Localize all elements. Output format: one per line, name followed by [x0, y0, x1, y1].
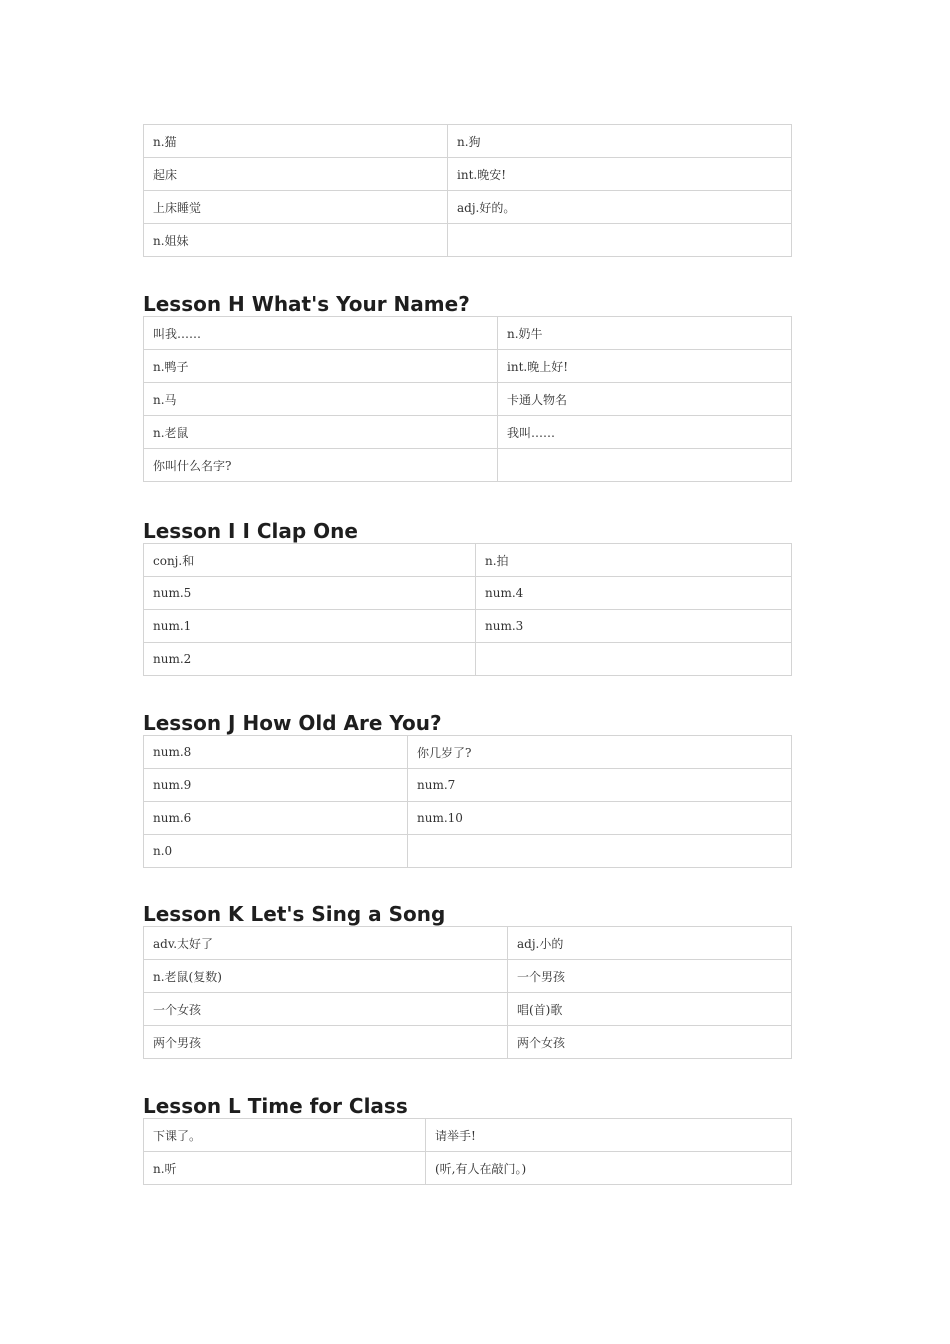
table-row — [144, 960, 792, 993]
table-row — [144, 158, 792, 191]
table-cell: n.老鼠(复数) — [144, 960, 508, 993]
vocab-table — [143, 543, 792, 676]
table-row — [144, 125, 792, 158]
table-cell: n.狗 — [448, 125, 792, 158]
table-cell: 卡通人物名 — [498, 383, 792, 416]
table-row — [144, 1026, 792, 1059]
table-cell: 一个女孩 — [144, 993, 508, 1026]
lesson-title: Lesson K Let's Sing a Song — [143, 902, 446, 926]
table-cell — [476, 643, 792, 676]
vocab-section-h — [143, 292, 792, 482]
vocab-section-l — [143, 1094, 792, 1185]
table-cell: 我叫…… — [498, 416, 792, 449]
vocab-section-k — [143, 902, 792, 1059]
table-cell: n.拍 — [476, 544, 792, 577]
table-cell: int.晚安! — [448, 158, 792, 191]
table-row — [144, 577, 792, 610]
table-cell: n.听 — [144, 1152, 426, 1185]
table-cell: 你叫什么名字? — [144, 449, 498, 482]
table-cell: n.马 — [144, 383, 498, 416]
table-cell: num.6 — [144, 802, 408, 835]
table-cell — [498, 449, 792, 482]
table-row — [144, 224, 792, 257]
vocab-section-0 — [143, 124, 792, 257]
vocab-section-i — [143, 519, 792, 676]
table-row — [144, 191, 792, 224]
vocab-table — [143, 735, 792, 868]
table-row — [144, 802, 792, 835]
table-row — [144, 927, 792, 960]
table-cell: num.3 — [476, 610, 792, 643]
table-cell: n.老鼠 — [144, 416, 498, 449]
table-row — [144, 350, 792, 383]
lesson-title: Lesson J How Old Are You? — [143, 711, 442, 735]
table-cell: num.9 — [144, 769, 408, 802]
table-cell: conj.和 — [144, 544, 476, 577]
table-cell: num.10 — [408, 802, 792, 835]
table-cell: int.晚上好! — [498, 350, 792, 383]
table-cell: adv.太好了 — [144, 927, 508, 960]
table-row — [144, 416, 792, 449]
lesson-title: Lesson I I Clap One — [143, 519, 358, 543]
vocab-table — [143, 124, 792, 257]
table-cell: n.鸭子 — [144, 350, 498, 383]
table-row — [144, 383, 792, 416]
table-cell: n.姐妹 — [144, 224, 448, 257]
table-cell: n.0 — [144, 835, 408, 868]
table-cell: num.1 — [144, 610, 476, 643]
table-row — [144, 1119, 792, 1152]
table-cell: 两个女孩 — [508, 1026, 792, 1059]
table-cell: num.5 — [144, 577, 476, 610]
table-row — [144, 317, 792, 350]
table-cell: num.2 — [144, 643, 476, 676]
vocab-section-j — [143, 711, 792, 868]
lesson-title: Lesson L Time for Class — [143, 1094, 408, 1118]
vocab-table — [143, 1118, 792, 1185]
table-cell: num.8 — [144, 736, 408, 769]
table-cell: num.4 — [476, 577, 792, 610]
table-row — [144, 993, 792, 1026]
table-cell: 起床 — [144, 158, 448, 191]
table-cell: 叫我…… — [144, 317, 498, 350]
table-cell: 你几岁了? — [408, 736, 792, 769]
table-cell: 请举手! — [426, 1119, 792, 1152]
table-cell: 一个男孩 — [508, 960, 792, 993]
table-row — [144, 736, 792, 769]
table-cell: n.奶牛 — [498, 317, 792, 350]
vocab-table — [143, 926, 792, 1059]
vocab-table — [143, 316, 792, 482]
table-cell: adj.小的 — [508, 927, 792, 960]
table-cell: 两个男孩 — [144, 1026, 508, 1059]
table-row — [144, 449, 792, 482]
table-row — [144, 769, 792, 802]
table-cell: (听,有人在敲门。) — [426, 1152, 792, 1185]
table-cell: 下课了。 — [144, 1119, 426, 1152]
table-cell: 唱(首)歌 — [508, 993, 792, 1026]
table-row — [144, 610, 792, 643]
table-row — [144, 1152, 792, 1185]
table-row — [144, 544, 792, 577]
table-cell — [408, 835, 792, 868]
table-cell: num.7 — [408, 769, 792, 802]
lesson-title: Lesson H What's Your Name? — [143, 292, 470, 316]
table-row — [144, 835, 792, 868]
table-cell: n.猫 — [144, 125, 448, 158]
table-cell — [448, 224, 792, 257]
table-row — [144, 643, 792, 676]
table-cell: 上床睡觉 — [144, 191, 448, 224]
table-cell: adj.好的。 — [448, 191, 792, 224]
